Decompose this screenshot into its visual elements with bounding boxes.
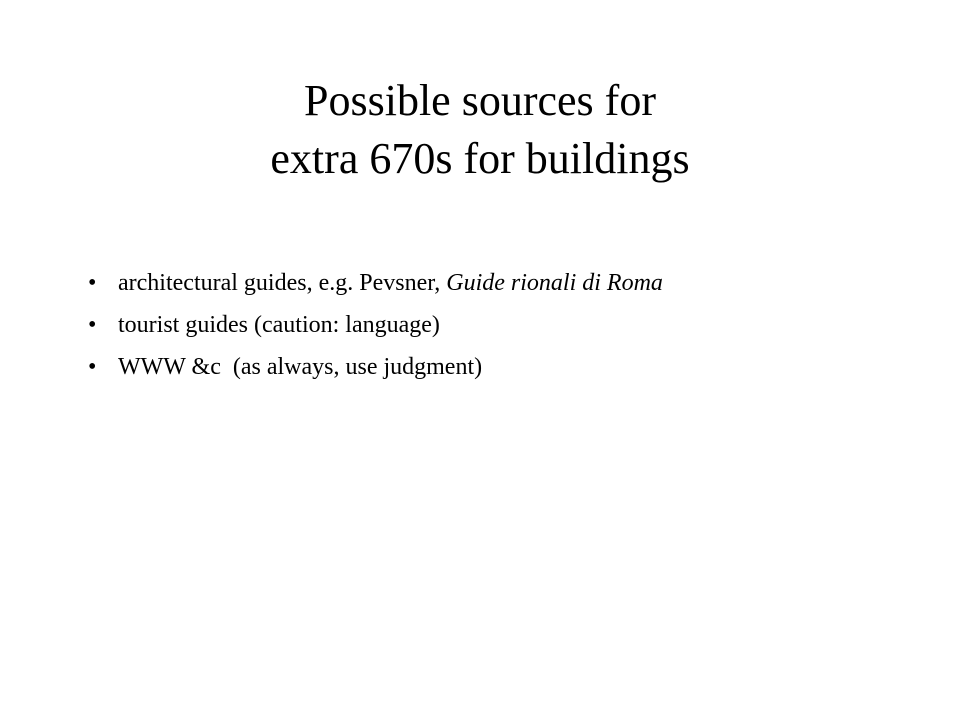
slide-title <box>0 72 960 188</box>
bullet-list <box>88 262 928 388</box>
bullet-icon: • <box>88 312 97 338</box>
bullet-item-architectural-guides <box>88 262 928 304</box>
bullet-text: tourist guides (caution: language) <box>118 312 440 338</box>
title-line-1: Possible sources for <box>304 76 656 125</box>
bullet-item-www <box>88 346 928 388</box>
bullet-item-tourist-guides <box>88 304 928 346</box>
bullet-icon: • <box>88 270 97 296</box>
bullet-icon: • <box>88 354 97 380</box>
bullet-text: architectural guides, e.g. Pevsner, <box>118 270 447 296</box>
bullet-text: WWW &c (as always, use judgment) <box>118 354 483 380</box>
bullet-italic-title: Guide rionali di Roma <box>446 270 663 296</box>
title-line-2: extra 670s for buildings <box>270 134 690 183</box>
